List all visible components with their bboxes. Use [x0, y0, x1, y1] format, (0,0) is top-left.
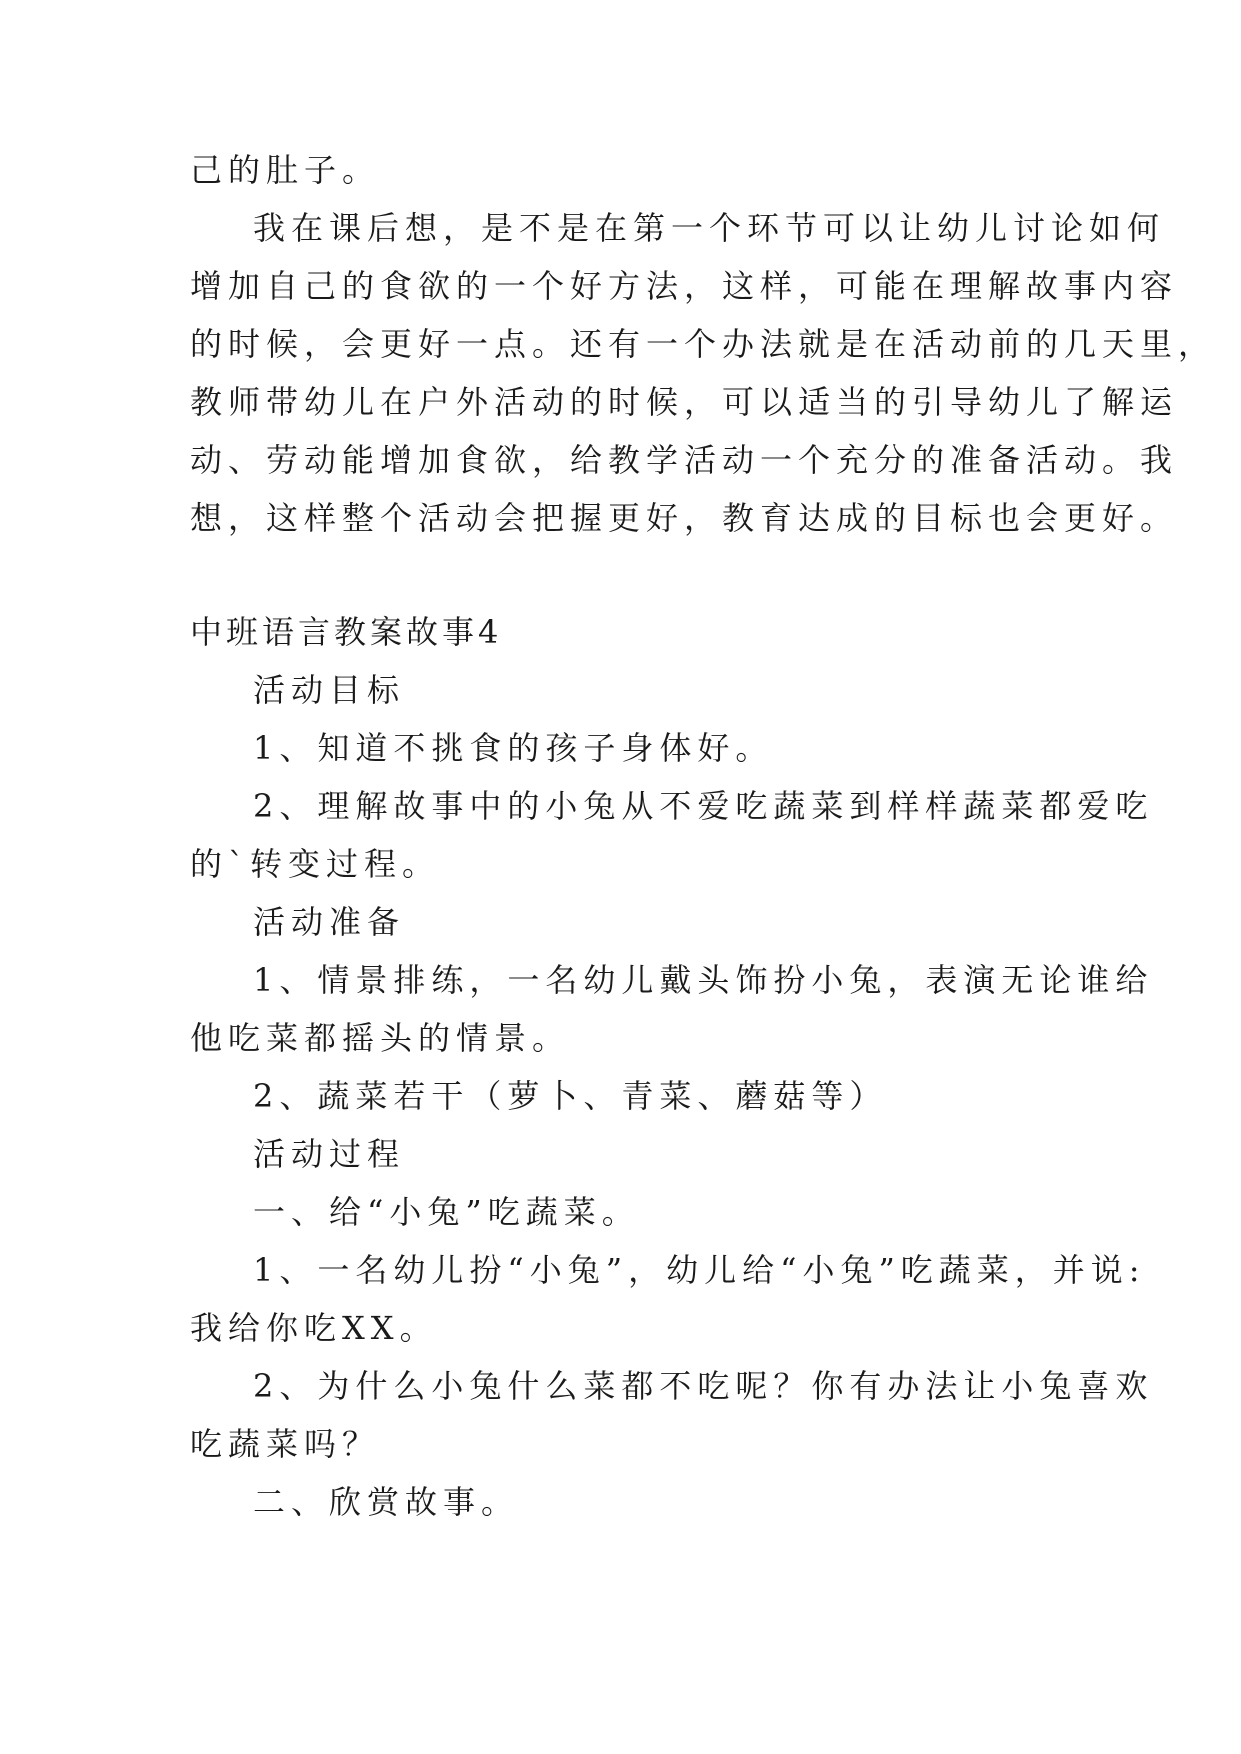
section-title: 中班语言教案故事4: [190, 613, 503, 651]
paragraph-line: 教师带幼儿在户外活动的时候，可以适当的引导幼儿了解运: [190, 383, 1179, 421]
paragraph-line: 我给你吃XX。: [190, 1309, 438, 1347]
paragraph-line: 他吃菜都摇头的情景。: [190, 1019, 571, 1057]
paragraph-line: 我在课后想，是不是在第一个环节可以让幼儿讨论如何: [253, 209, 1166, 247]
paragraph-line: 想，这样整个活动会把握更好，教育达成的目标也会更好。: [190, 499, 1179, 537]
list-item: 1、情景排练，一名幼儿戴头饰扮小兔，表演无论谁给: [253, 961, 1154, 999]
paragraph-line: 吃蔬菜吗？: [190, 1425, 381, 1463]
paragraph-line: 动、劳动能增加食欲，给教学活动一个充分的准备活动。我: [190, 441, 1179, 479]
list-item: 2、理解故事中的小兔从不爱吃蔬菜到样样蔬菜都爱吃: [253, 787, 1154, 825]
list-item: 2、为什么小兔什么菜都不吃呢？你有办法让小兔喜欢: [253, 1367, 1154, 1405]
list-item: 一、给“小兔”吃蔬菜。: [253, 1193, 640, 1231]
list-item: 二、欣赏故事。: [253, 1483, 520, 1521]
paragraph-line: 己的肚子。: [190, 151, 381, 189]
paragraph-line: 的`转变过程。: [190, 845, 441, 883]
paragraph-line: 的时候，会更好一点。还有一个办法就是在活动前的几天里，: [190, 325, 1217, 363]
paragraph-line: 增加自己的食欲的一个好方法，这样，可能在理解故事内容: [190, 267, 1179, 305]
subheading: 活动准备: [253, 903, 406, 941]
subheading: 活动目标: [253, 671, 406, 709]
list-item: 1、一名幼儿扮“小兔”，幼儿给“小兔”吃蔬菜，并说:: [253, 1251, 1146, 1289]
list-item: 1、知道不挑食的孩子身体好。: [253, 729, 774, 767]
list-item: 2、蔬菜若干（萝卜、青菜、蘑菇等）: [253, 1077, 888, 1115]
subheading: 活动过程: [253, 1135, 406, 1173]
